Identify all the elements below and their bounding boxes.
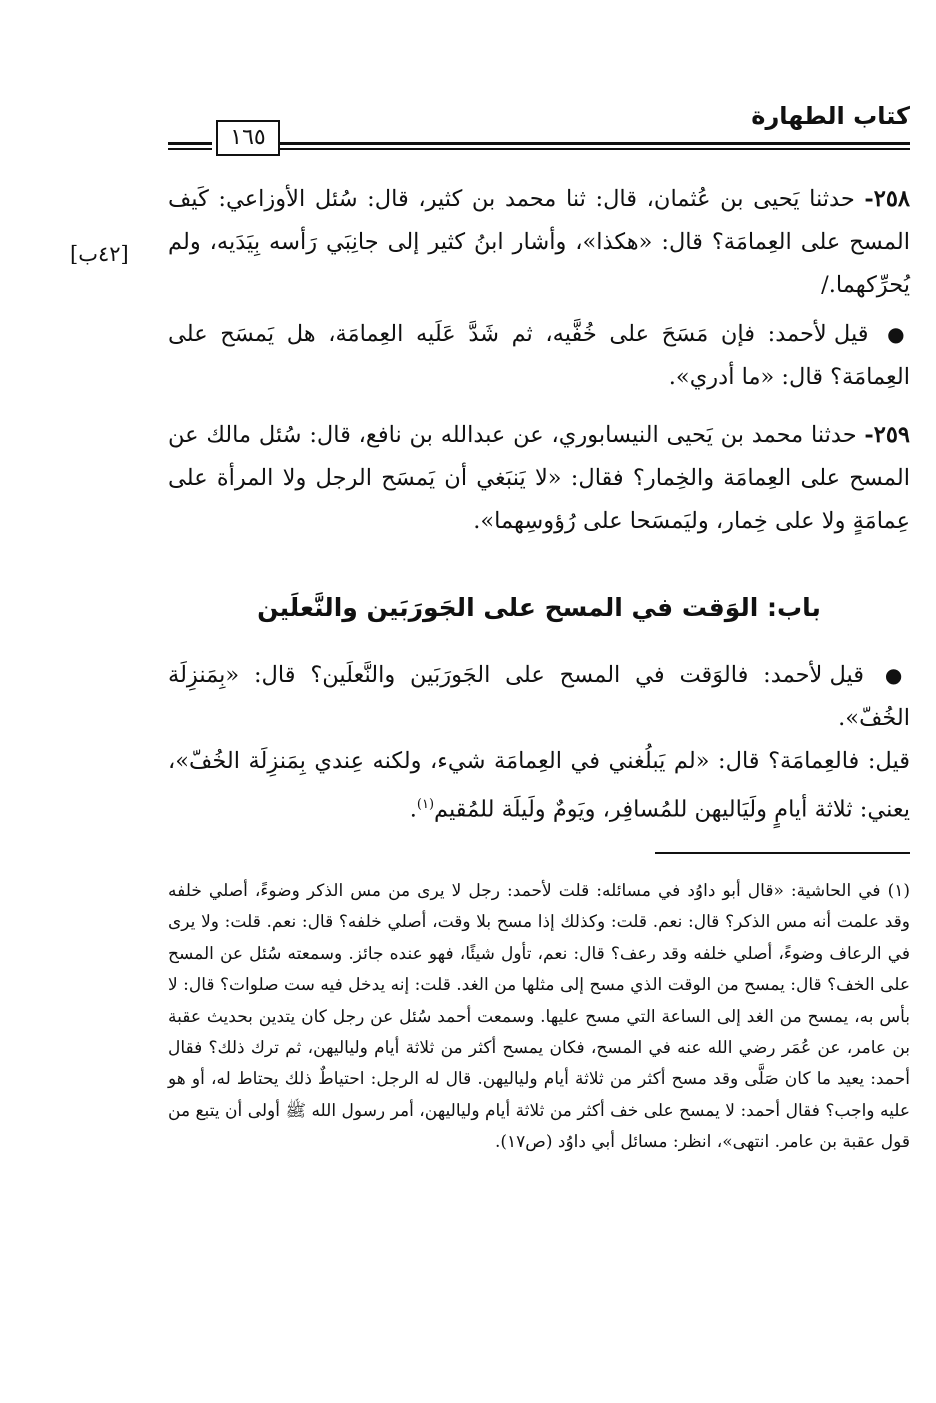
paragraph-259: [168, 414, 910, 543]
marginal-note: [٤٢ب]: [70, 242, 129, 266]
block-chapter: [168, 654, 910, 832]
question-text: قيل لأحمد: فالوَقت في المسح على الجَورَبَين والنَّعلَين؟ قال: «بِمَنزِلَة الخُفّ».: [168, 662, 910, 731]
question-text: قيل لأحمد: فإن مَسَحَ على خُفَّيه، ثم شَدَّ عَلَيه العِمامَة، هل يَمسَح على العِمامَة؟ قال: «ما أدري».: [168, 321, 910, 390]
paragraph-text: حدثنا يَحيى بن عُثمان، قال: ثنا محمد بن كثير، قال: سُئل الأوزاعي: كَيف المسح على العِمامَة؟ قال: «هكذا»، وأشار ابنُ كثير إلى جانِبَي رَأسه بِيَدَيه، ولم يُحرِّكهما./: [168, 186, 910, 298]
paragraph-text: حدثنا محمد بن يَحيى النيسابوري، عن عبدالله بن نافع، قال: سُئل مالك عن المسح على العِمامَة والخِمار؟ فقال: «لا يَنبَغي أن يَمسَح الرجل ولا المرأة على عِمامَةٍ ولا على خِمار، وليَمسَحا على رُؤوسِهما».: [168, 422, 910, 534]
block-258: [168, 178, 910, 399]
question-3: [168, 740, 910, 832]
block-259: [168, 414, 910, 543]
footnote-reference: (١): [416, 797, 435, 812]
header-rule: [280, 142, 910, 150]
footnote: (١) في الحاشية: «قال أبو داوُد في مسائله: قلت لأحمد: رجل لا يرى من مس الذكر وضوءً، أصلي خلفه وقد علمت أنه مس الذكر؟ قال: نعم. قلت: وكذلك إذا مسح بلا وقت، أصلي خلفه؟ قال: نعم. قلت: ولا يرى في الرعاف وضوءً، أصلي خلفه وقد رعف؟ قال: نعم، تأول شيئًا، فهو عنده جائز. وسمعته سُئل عن المسح على الخف؟ قال: يمسح من الوقت الذي مسح إلى مثلها من الغد. قلت: إنه يدخل فيه ست صلوات؟ قال: لا بأس به، يمسح من الغد إلى الساعة التي مسح عليها. وسمعت أحمد سُئل عن رجل كان يتدين بحديث عقبة بن عامر، عن عُمَر رضي الله عنه في المسح، فكان يمسح أكثر من ثلاثة أيام ولياليهن، ثم ترك ذلك؟ فقال أحمد: يعيد ما كان صَلَّى وقد مسح أكثر من ثلاثة أيام ولياليهن. قال له الرجل: احتياطٌ ذلك يحتاط له، أو هو عليه واجب؟ فقال أحمد: لا يمسح على خف أكثر من ثلاثة أيام ولياليهن، أمر رسول الله ﷺ أولى أن يتبع من قول عقبة بن عامر. انتهى»، انظر: مسائل أبي داوُد (ص١٧).: [168, 881, 910, 1153]
question-text: قيل: فالعِمامَة؟ قال: «لم يَبلُغني في العِمامَة شيء، ولكنه عِندي بِمَنزِلَة الخُفّ»، يعني: ثلاثة أيامٍ ولَيَاليهن للمُسافِر، ويَومٌ ولَيلَة للمُقيم: [168, 748, 910, 823]
bullet-icon: ●: [887, 322, 911, 346]
question-2: [168, 654, 910, 740]
bullet-icon: ●: [884, 663, 910, 687]
page-header: [168, 100, 910, 156]
paragraph-number: ٢٥٩-: [864, 422, 911, 448]
book-title: كتاب الطهارة: [751, 102, 910, 130]
header-rule-left: [168, 142, 212, 150]
paragraph-number: ٢٥٨-: [864, 186, 911, 212]
question-1: [168, 313, 910, 399]
page-number: ١٦٥: [216, 120, 280, 156]
sentence-end: .: [409, 796, 417, 823]
footnote-separator: [655, 852, 910, 854]
chapter-title: باب: الوَقت في المسح على الجَورَبَين والنَّعلَين: [257, 593, 821, 622]
paragraph-258: [168, 178, 910, 307]
